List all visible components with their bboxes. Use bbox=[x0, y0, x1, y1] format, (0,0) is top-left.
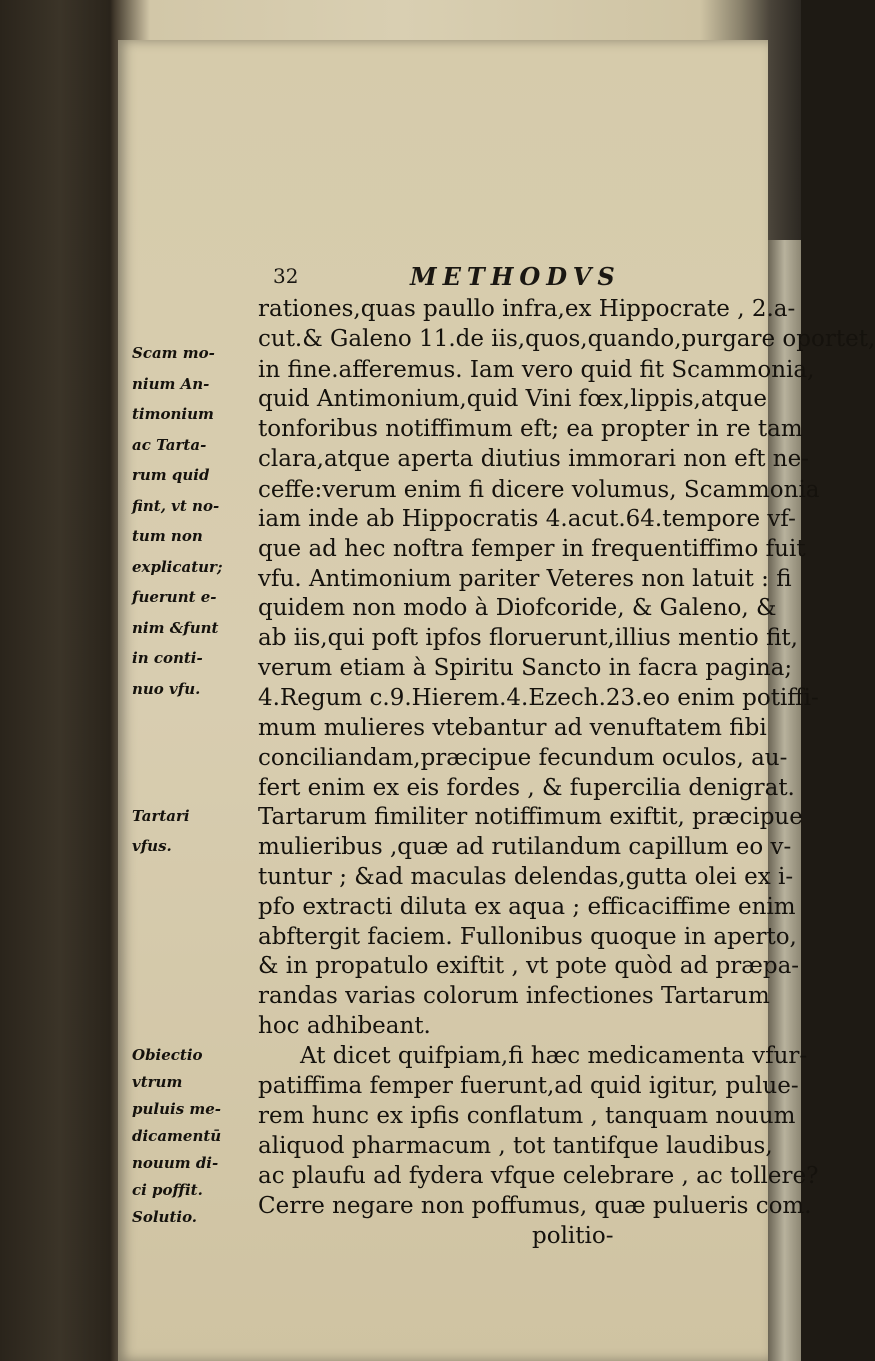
margin-note-line: nouum di- bbox=[132, 1154, 219, 1172]
margin-note-line: ci poffit. bbox=[132, 1181, 203, 1199]
page-number: 32 bbox=[273, 264, 299, 288]
body-line: iam inde ab Hippocratis 4.acut.64.tempore vf- bbox=[258, 506, 796, 532]
running-head: METHODVS bbox=[410, 262, 621, 291]
body-line: conciliandam,præcipue fecundum oculos, au- bbox=[258, 745, 788, 771]
margin-note-line: Solutio. bbox=[132, 1208, 198, 1226]
body-line: hoc adhibeant. bbox=[258, 1013, 431, 1039]
margin-note-line: dicamentū bbox=[132, 1127, 222, 1145]
body-line: Cerre negare non poffumus, quæ pulueris com. bbox=[258, 1193, 812, 1219]
margin-note-line: Scam mo- bbox=[132, 344, 215, 362]
margin-note-line: explicatur; bbox=[132, 557, 223, 576]
body-line: ac plaufu ad fydera vfque celebrare , ac tollere? bbox=[258, 1163, 819, 1189]
margin-note-line: nuo vfu. bbox=[132, 679, 201, 698]
body-line: verum etiam à Spiritu Sancto in facra pagina; bbox=[258, 655, 793, 681]
body-line: que ad hec noftra femper in frequentiffimo fuit bbox=[258, 536, 806, 562]
body-line: mum mulieres vtebantur ad venuftatem fibi bbox=[258, 715, 767, 741]
body-line: vfu. Antimonium pariter Veteres non latuit : fi bbox=[258, 566, 792, 592]
margin-note-line: tum non bbox=[132, 527, 203, 545]
body-line: aliquod pharmacum , tot tantifque laudibus, bbox=[258, 1133, 773, 1159]
margin-note-line: timonium bbox=[132, 405, 214, 423]
body-line: tonforibus notiffimum eft; ea propter in re tam bbox=[258, 416, 803, 442]
body-line: ab iis,qui poft ipfos floruerunt,illius mentio fit, bbox=[258, 625, 798, 651]
body-line: ceffe:verum enim fi dicere volumus, Scammonia bbox=[258, 477, 820, 503]
margin-note-line: rum quid bbox=[132, 466, 210, 484]
body-line: At dicet quifpiam,fi hæc medicamenta vfur- bbox=[300, 1043, 808, 1069]
margin-note-line: in conti- bbox=[132, 649, 203, 667]
margin-note-line: ac Tarta- bbox=[132, 435, 207, 454]
body-line: pfo extracti diluta ex aqua ; efficaciffime enim bbox=[258, 894, 796, 920]
body-line: cut.& Galeno 11.de iis,quos,quando,purgare oportet, bbox=[258, 326, 875, 352]
body-line: abftergit faciem. Fullonibus quoque in aperto, bbox=[258, 924, 797, 950]
margin-note-line: vfus. bbox=[132, 837, 172, 855]
body-line: clara,atque aperta diutius immorari non eft ne- bbox=[258, 446, 809, 472]
body-line: rationes,quas paullo infra,ex Hippocrate , 2.a- bbox=[258, 296, 796, 322]
margin-note-line: puluis me- bbox=[132, 1100, 222, 1118]
body-line: randas varias colorum infectiones Tartarum bbox=[258, 983, 770, 1009]
margin-note-line: nium An- bbox=[132, 374, 210, 393]
body-line: in fine.afferemus. Iam vero quid fit Scammonia, bbox=[258, 357, 815, 383]
margin-note-line: fint, vt no- bbox=[132, 496, 220, 515]
body-line: politio- bbox=[532, 1223, 614, 1249]
body-line: & in propatulo exiftit , vt pote quòd ad præpa- bbox=[258, 953, 800, 979]
margin-note-line: fuerunt e- bbox=[132, 588, 217, 606]
body-line: fert enim ex eis fordes , & fupercilia denigrat. bbox=[258, 775, 795, 801]
margin-note-line: vtrum bbox=[132, 1073, 183, 1091]
body-line: rem hunc ex ipfis conflatum , tanquam nouum bbox=[258, 1103, 796, 1129]
body-line: 4.Regum c.9.Hierem.4.Ezech.23.eo enim potiffi- bbox=[258, 685, 819, 711]
margin-note-line: Obiectio bbox=[132, 1046, 203, 1064]
margin-note-line: nim &funt bbox=[132, 618, 219, 637]
body-line: mulieribus ,quæ ad rutilandum capillum eo v- bbox=[258, 834, 792, 860]
body-line: quid Antimonium,quid Vini fœx,lippis,atque bbox=[258, 386, 767, 412]
body-line: quidem non modo à Diofcoride, & Galeno, & bbox=[258, 595, 777, 621]
body-line: patiffima femper fuerunt,ad quid igitur, pulue- bbox=[258, 1073, 799, 1099]
body-line: Tartarum fimiliter notiffimum exiftit, præcipue bbox=[258, 804, 803, 830]
body-line: tuntur ; &ad maculas delendas,gutta olei ex i- bbox=[258, 864, 794, 890]
margin-note-line: Tartari bbox=[132, 807, 190, 825]
